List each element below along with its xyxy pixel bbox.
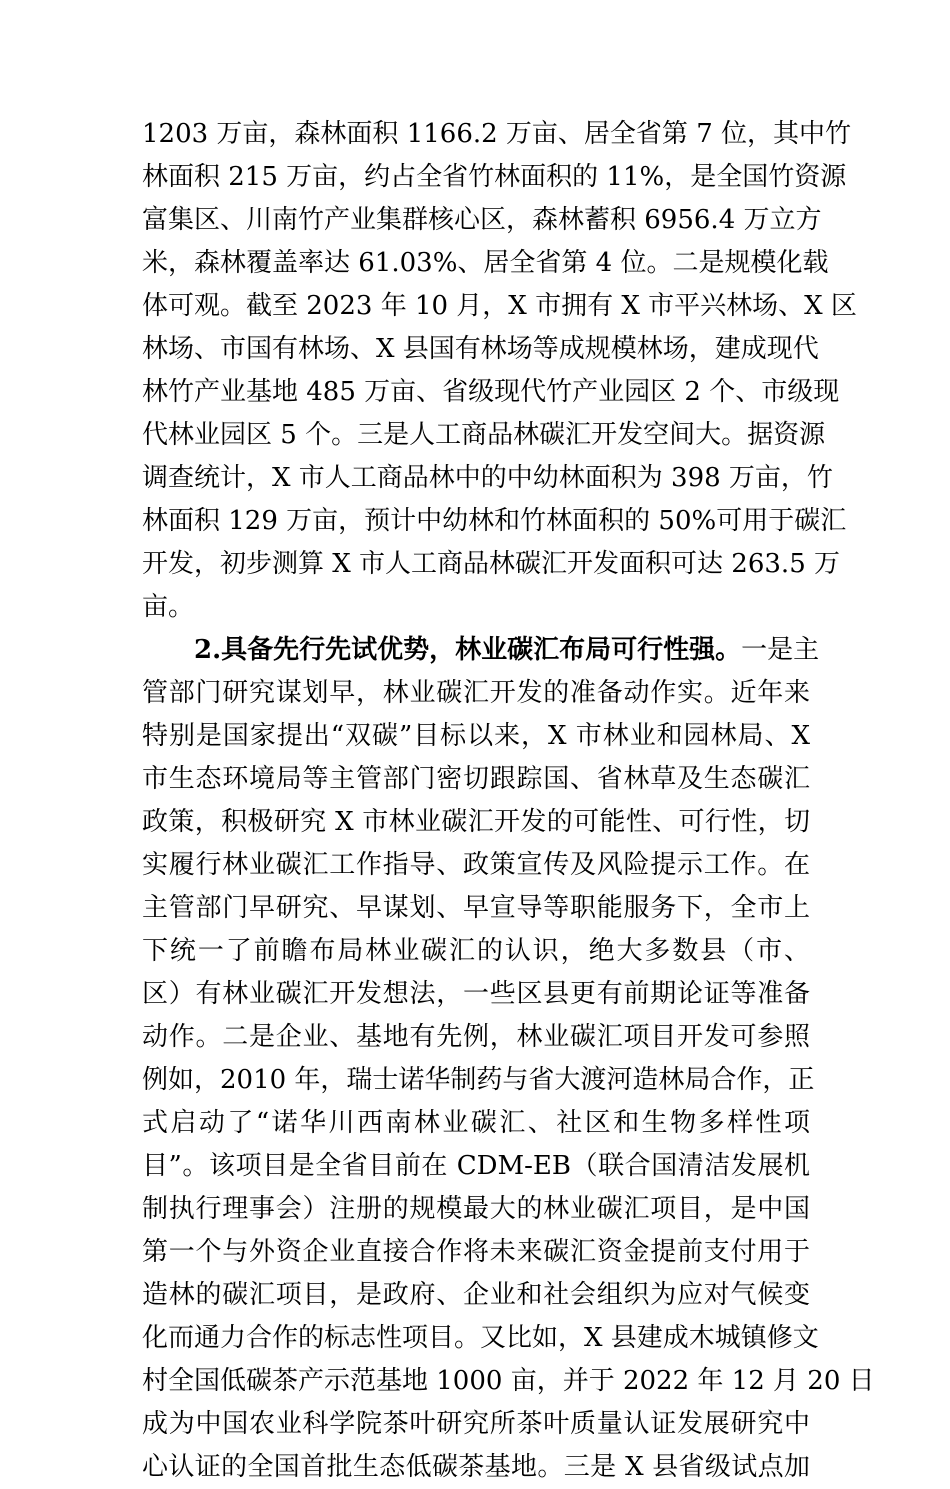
section-heading: 2.具备先行先试优势，林业碳汇布局可行性强。 [194,635,742,665]
text-line: 林竹产业基地 485 万亩、省级现代竹产业园区 2 个、市级现 [142,377,840,407]
text-line: 制执行理事会）注册的规模最大的林业碳汇项目，是中国 [142,1194,810,1224]
text-line: 富集区、川南竹产业集群核心区，森林蓄积 6956.4 万立方 [142,205,822,235]
text-line: 林面积 215 万亩，约占全省竹林面积的 11%，是全国竹资源 [142,162,847,192]
text-line: 目”。该项目是全省目前在 CDM-EB（联合国清洁发展机 [142,1151,810,1181]
text-line: 心认证的全国首批生态低碳茶基地。三是 X 县省级试点加 [142,1452,810,1482]
text-line: 调查统计，X 市人工商品林中的中幼林面积为 398 万亩，竹 [142,463,833,493]
text-line: 林面积 129 万亩，预计中幼林和竹林面积的 50%可用于碳汇 [142,506,847,536]
text-line: 村全国低碳茶产示范基地 1000 亩，并于 2022 年 12 月 20 日 [142,1366,875,1396]
text-line: 第一个与外资企业直接合作将未来碳汇资金提前支付用于 [142,1237,810,1267]
text-line: 式启动了“诺华川西南林业碳汇、社区和生物多样性项 [142,1108,810,1138]
text-line: 体可观。截至 2023 年 10 月，X 市拥有 X 市平兴林场、X 区 [142,291,857,321]
text-line: 特别是国家提出“双碳”目标以来，X 市林业和园林局、X [142,721,810,751]
text-line: 代林业园区 5 个。三是人工商品林碳汇开发空间大。据资源 [142,420,826,450]
document-body [142,113,875,1489]
text-line: 管部门研究谋划早，林业碳汇开发的准备动作实。近年来 [142,678,810,708]
text-line: 成为中国农业科学院茶叶研究所茶叶质量认证发展研究中 [142,1409,810,1439]
text-line: 主管部门早研究、早谋划、早宣导等职能服务下，全市上 [142,893,810,923]
text-line: 例如，2010 年，瑞士诺华制药与省大渡河造林局合作，正 [142,1065,815,1095]
text-line: 区）有林业碳汇开发想法，一些区县更有前期论证等准备 [142,979,810,1009]
text-line: 1203 万亩，森林面积 1166.2 万亩、居全省第 7 位，其中竹 [142,119,852,149]
text-line: 政策，积极研究 X 市林业碳汇开发的可能性、可行性，切 [142,807,810,837]
text-line: 开发，初步测算 X 市人工商品林碳汇开发面积可达 263.5 万 [142,549,841,579]
text-line: 下统一了前瞻布局林业碳汇的认识，绝大多数县（市、 [142,936,810,966]
text-line: 米，森林覆盖率达 61.03%、居全省第 4 位。二是规模化载 [142,248,829,278]
text-line: 实履行林业碳汇工作指导、政策宣传及风险提示工作。在 [142,850,810,880]
paragraph-1 [142,113,857,629]
text-line: 林场、市国有林场、X 县国有林场等成规模林场，建成现代 [142,334,819,364]
text-line: 亩。 [142,592,195,622]
text-line: 化而通力合作的标志性项目。又比如，X 县建成木城镇修文 [142,1323,819,1353]
text-line: 造林的碳汇项目，是政府、企业和社会组织为应对气候变 [142,1280,810,1310]
text-line: 动作。二是企业、基地有先例，林业碳汇项目开发可参照 [142,1022,810,1052]
text-line: 市生态环境局等主管部门密切跟踪国、省林草及生态碳汇 [142,764,810,794]
text-fragment: 一是主 [741,635,820,665]
paragraph-heading-line [142,629,820,672]
paragraph-2 [142,629,875,1489]
